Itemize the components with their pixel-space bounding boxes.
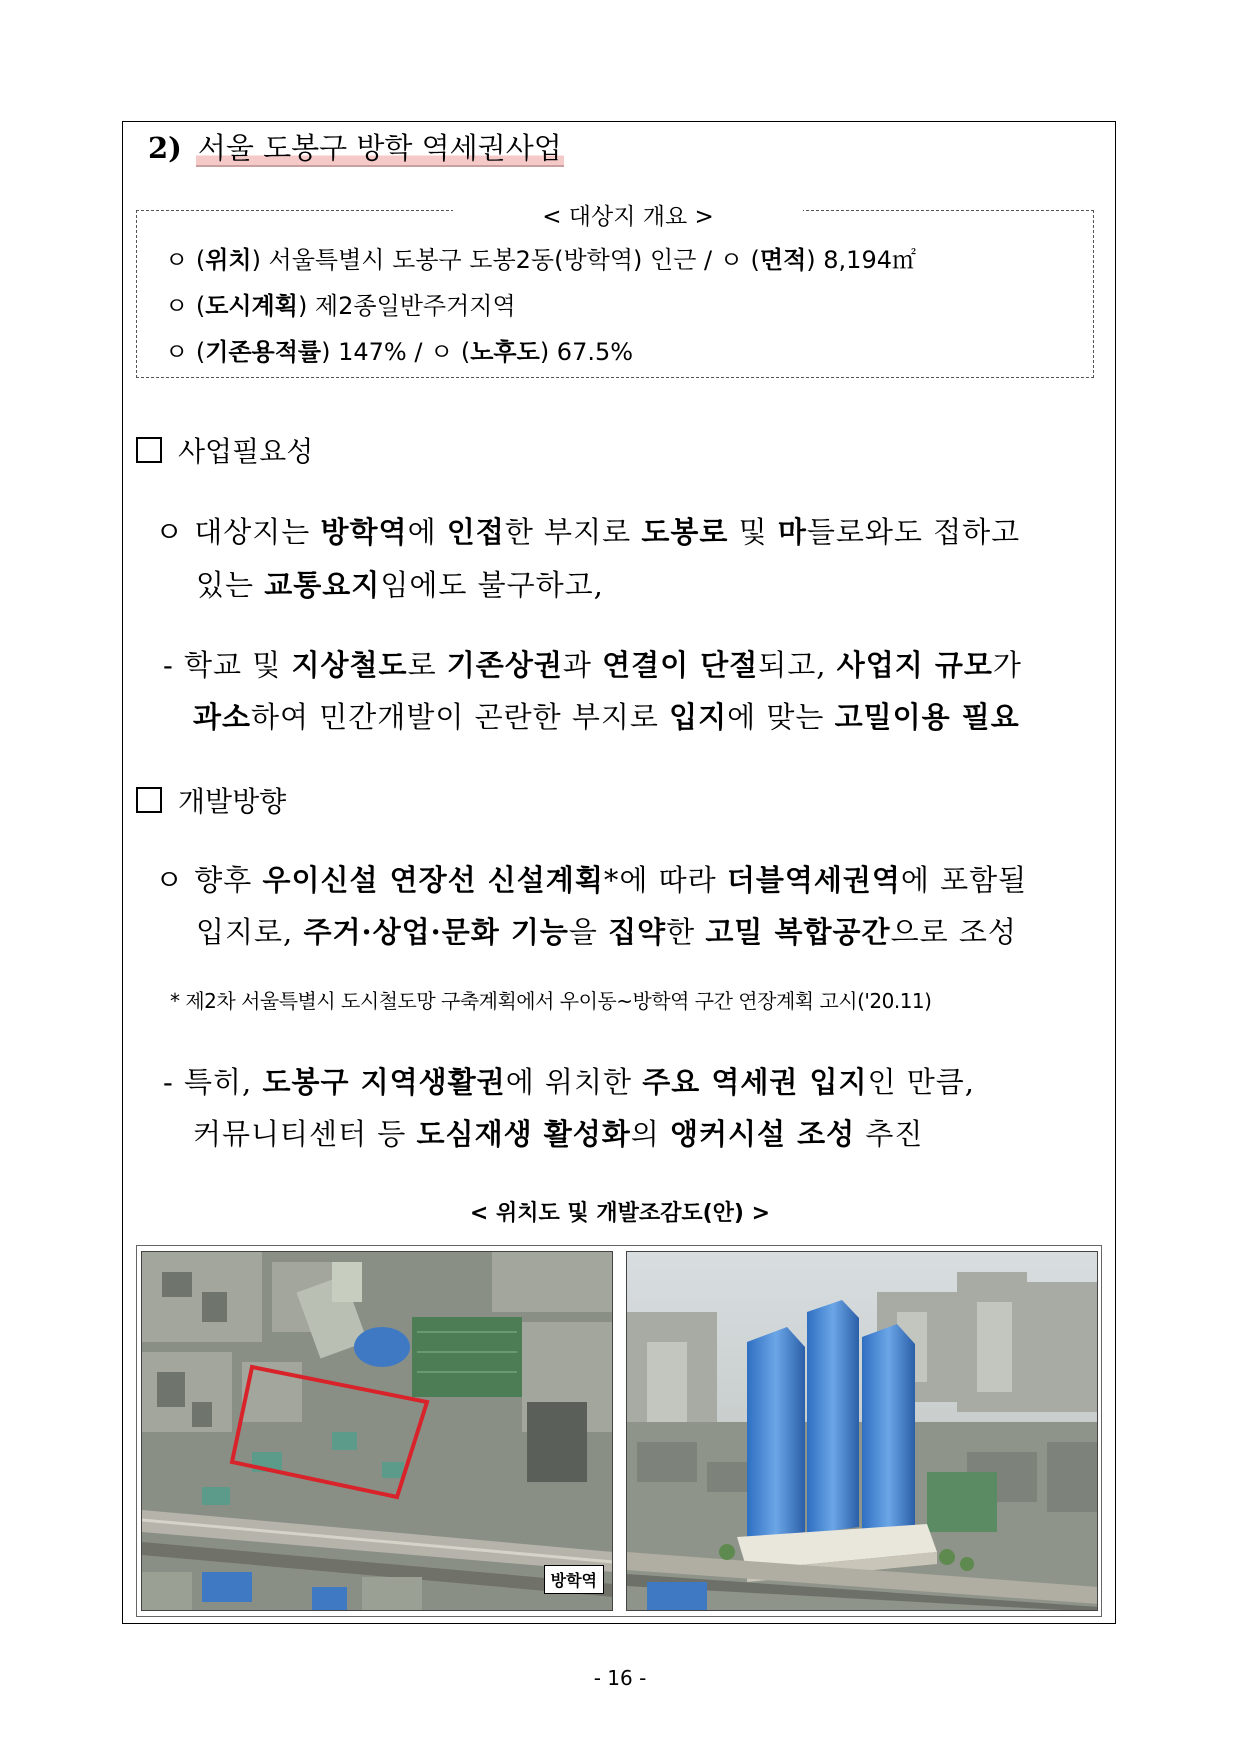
figure-caption: < 위치도 및 개발조감도(안) > [469,1201,771,1226]
direction-paragraph-1-line-2: 입지로, 주거·상업·문화 기능을 집약한 고밀 복합공간으로 조성 [196,915,1017,949]
need-paragraph-2-line-2: 과소하여 민간개발이 곤란한 부지로 입지에 맞는 고밀이용 필요 [193,700,1020,734]
heading-need: 사업필요성 [136,430,313,470]
need-paragraph-2-line-1: - 학교 및 지상철도로 기존상권과 연결이 단절되고, 사업지 규모가 [163,648,1022,682]
page-number: - 16 - [593,1666,647,1690]
direction-paragraph-1-line-1: ㅇ 향후 우이신설 연장선 신설계획*에 따라 더블역세권역에 포함될 [155,863,1028,897]
direction-paragraph-2-line-1: - 특히, 도봉구 지역생활권에 위치한 주요 역세권 입지인 만큼, [163,1065,975,1099]
station-label: 방학역 [544,1565,604,1594]
development-rendering [626,1251,1098,1611]
heading-direction: 개발방향 [136,780,286,820]
overview-title: < 대상지 개요 > [453,198,803,231]
checkbox-square-icon [136,437,162,463]
need-paragraph-1-line-2: 있는 교통요지임에도 불구하고, [196,568,604,602]
section-title [148,126,564,167]
need-paragraph-1-line-1: ㅇ 대상지는 방학역에 인접한 부지로 도봉로 및 마들로와도 접하고 [155,515,1021,549]
overview-line-1: ㅇ (위치) 서울특별시 도봉구 도봉2동(방학역) 인근 / ㅇ (면적) 8,194㎡ [165,246,916,274]
direction-paragraph-2-line-2: 커뮤니티센터 등 도심재생 활성화의 앵커시설 조성 추진 [193,1117,924,1151]
footnote: * 제2차 서울특별시 도시철도망 구축계획에서 우이동~방학역 구간 연장계획 고시('20.11) [170,989,932,1013]
section-name: 서울 도봉구 방학 역세권사업 [197,131,562,165]
aerial-location-photo [141,1251,613,1611]
checkbox-square-icon [136,787,162,813]
section-number: 2) [148,131,182,165]
overview-line-2: ㅇ (도시계획) 제2종일반주거지역 [165,292,516,320]
overview-line-3: ㅇ (기존용적률) 147% / ㅇ (노후도) 67.5% [165,338,634,366]
